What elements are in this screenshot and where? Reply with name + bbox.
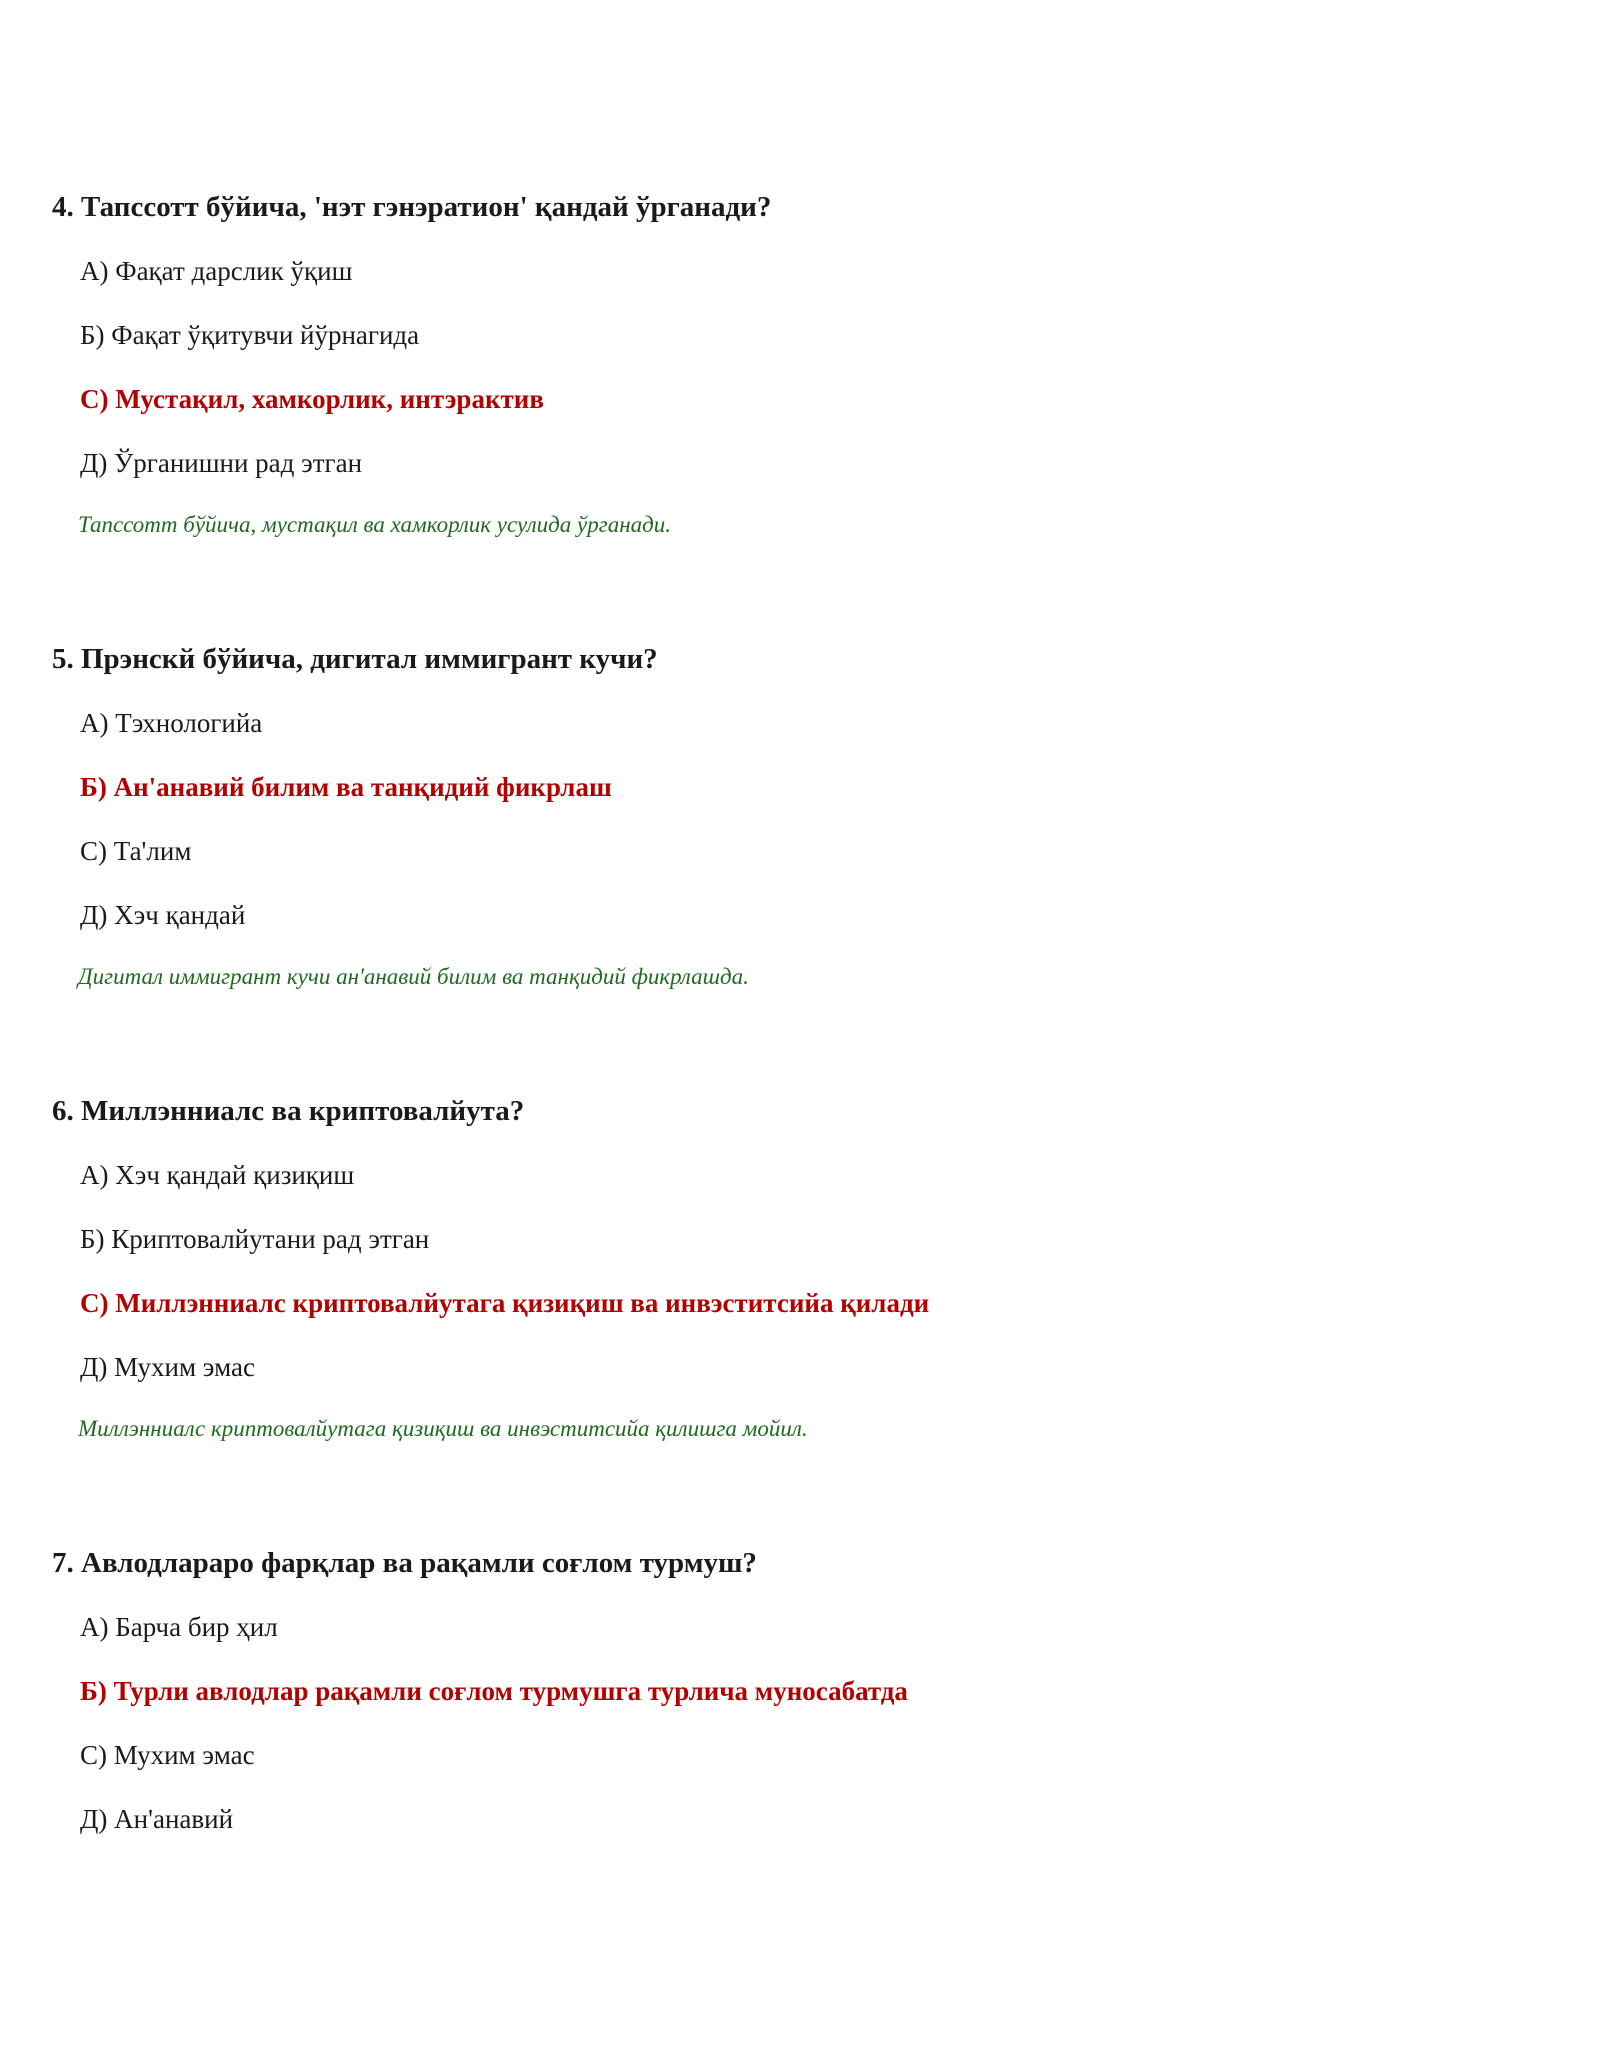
option-c: С) Та'лим <box>80 836 192 866</box>
option-b-correct: Б) Турли авлодлар рақамли соғлом турмушга турлича муносабатда <box>80 1676 908 1706</box>
question-title: 7. Авлодлараро фарқлар ва рақамли соғлом турмуш? <box>52 1547 757 1579</box>
option-a: А) Хэч қандай қизиқиш <box>80 1160 355 1190</box>
option-a: А) Барча бир ҳил <box>80 1612 278 1642</box>
option-d: Д) Ан'анавий <box>80 1804 234 1834</box>
option-b: Б) Фақат ўқитувчи йўрнагида <box>80 320 420 350</box>
option-c-correct: С) Миллэнниалс криптовалйутага қизиқиш ва инвэститсийа қилади <box>80 1288 930 1318</box>
option-a: А) Тэхнологийа <box>80 708 263 738</box>
explanation: Тапссотт бўйича, мустақил ва хамкорлик усулида ўрганади. <box>78 512 671 537</box>
explanation: Миллэнниалс криптовалйутага қизиқиш ва инвэститсийа қилишга мойил. <box>78 1416 808 1441</box>
question-title: 5. Прэнскй бўйича, дигитал иммигрант кучи? <box>52 643 658 675</box>
option-c-correct: С) Мустақил, хамкорлик, интэрактив <box>80 384 544 414</box>
option-b-correct: Б) Ан'анавий билим ва танқидий фикрлаш <box>80 772 612 802</box>
option-d: Д) Мухим эмас <box>80 1352 255 1382</box>
question-title: 4. Тапссотт бўйича, 'нэт гэнэратион' қандай ўрганади? <box>52 191 772 223</box>
option-d: Д) Хэч қандай <box>80 900 246 930</box>
question-title: 6. Миллэнниалс ва криптовалйута? <box>52 1095 525 1127</box>
option-c: С) Мухим эмас <box>80 1740 255 1770</box>
option-b: Б) Криптовалйутани рад этган <box>80 1224 430 1254</box>
option-d: Д) Ўрганишни рад этган <box>80 448 363 478</box>
explanation: Дигитал иммигрант кучи ан'анавий билим ва танқидий фикрлашда. <box>78 964 749 989</box>
option-a: А) Фақат дарслик ўқиш <box>80 256 353 286</box>
